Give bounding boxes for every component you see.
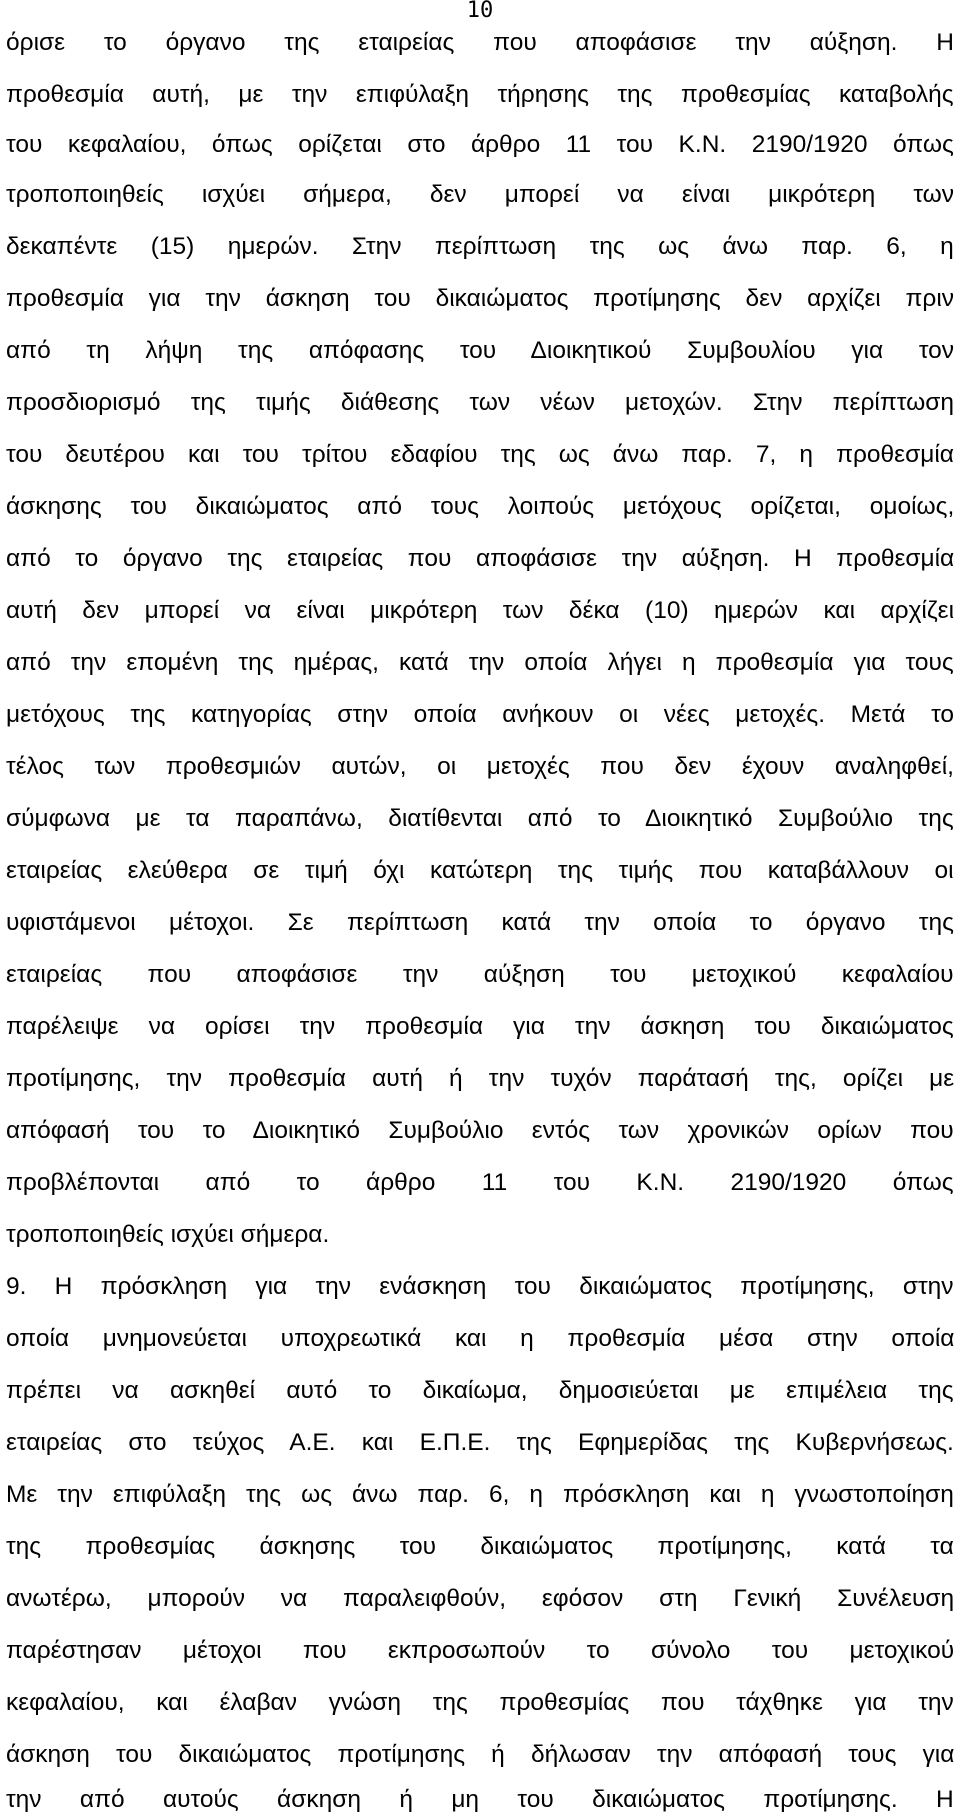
text-line: προβλέπονται από το άρθρο 11 του Κ.Ν. 2190/1920 όπως [6,1169,954,1196]
text-line: παρέλειψε να ορίσει την προθεσμία για την άσκηση του δικαιώματος [6,1013,954,1040]
text-line: ανωτέρω, μπορούν να παραλειφθούν, εφόσον στη Γενική Συνέλευση [6,1585,955,1612]
text-line: του κεφαλαίου, όπως ορίζεται στο άρθρο 11 του Κ.Ν. 2190/1920 όπως [6,131,954,158]
text-line: του δευτέρου και του τρίτου εδαφίου της ως άνω παρ. 7, η προθεσμία [6,441,954,468]
text-line: σύμφωνα με τα παραπάνω, διατίθενται από το Διοικητικό Συμβούλιο της [6,805,954,832]
text-line: πρέπει να ασκηθεί αυτό το δικαίωμα, δημοσιεύεται με επιμέλεια της [6,1377,954,1404]
text-line: την από αυτούς άσκηση ή μη του δικαιώματος προτίμησης. Η [6,1786,954,1813]
text-line: προθεσμία αυτή, με την επιφύλαξη τήρησης της προθεσμίας καταβολής [6,81,954,108]
text-line: τροποποιηθείς ισχύει σήμερα, δεν μπορεί να είναι μικρότερη των [6,181,955,208]
text-line: προσδιορισμό της τιμής διάθεσης των νέων μετοχών. Στην περίπτωση [6,389,954,416]
text-line: απόφασή του το Διοικητικό Συμβούλιο εντός των χρονικών ορίων που [6,1117,954,1144]
text-line: εταιρείας ελεύθερα σε τιμή όχι κατώτερη της τιμής που καταβάλλουν οι [6,857,954,884]
text-line: άσκησης του δικαιώματος από τους λοιπούς μετόχους ορίζεται, ομοίως, [6,493,955,520]
text-line: 9. Η πρόσκληση για την ενάσκηση του δικαιώματος προτίμησης, στην [6,1273,954,1300]
text-line: μετόχους της κατηγορίας στην οποία ανήκουν οι νέες μετοχές. Μετά το [6,701,955,728]
text-line: από την επομένη της ημέρας, κατά την οποία λήγει η προθεσμία για τους [6,649,954,676]
text-line: από τη λήψη της απόφασης του Διοικητικού Συμβουλίου για τον [6,337,955,364]
text-line: προτίμησης, την προθεσμία αυτή ή την τυχόν παράτασή της, ορίζει με [6,1065,955,1092]
page-number: 10 [466,0,494,23]
text-line: οποία μνημονεύεται υποχρεωτικά και η προθεσμία μέσα στην οποία [6,1325,955,1352]
text-line: αυτή δεν μπορεί να είναι μικρότερη των δέκα (10) ημερών και αρχίζει [6,597,955,624]
text-line: προθεσμία για την άσκηση του δικαιώματος προτίμησης δεν αρχίζει πριν [6,285,955,312]
text-line: Με την επιφύλαξη της ως άνω παρ. 6, η πρόσκληση και η γνωστοποίηση [6,1481,954,1508]
text-line: εταιρείας στο τεύχος Α.Ε. και Ε.Π.Ε. της Εφημερίδας της Κυβερνήσεως. [6,1429,954,1456]
text-line: τροποποιηθείς ισχύει σήμερα. [6,1221,330,1248]
text-line: παρέστησαν μέτοχοι που εκπροσωπούν το σύνολο του μετοχικού [6,1637,955,1664]
text-line: από το όργανο της εταιρείας που αποφάσισε την αύξηση. Η προθεσμία [6,545,955,572]
text-line: εταιρείας που αποφάσισε την αύξηση του μετοχικού κεφαλαίου [6,961,954,988]
text-line: τέλος των προθεσμιών αυτών, οι μετοχές που δεν έχουν αναληφθεί, [6,753,954,780]
text-line: της προθεσμίας άσκησης του δικαιώματος προτίμησης, κατά τα [6,1533,954,1560]
text-line: δεκαπέντε (15) ημερών. Στην περίπτωση της ως άνω παρ. 6, η [6,233,954,260]
text-line: υφιστάμενοι μέτοχοι. Σε περίπτωση κατά την οποία το όργανο της [6,909,954,936]
text-line: όρισε το όργανο της εταιρείας που αποφάσισε την αύξηση. Η [6,29,954,56]
text-line: άσκηση του δικαιώματος προτίμησης ή δήλωσαν την απόφασή τους για [6,1741,955,1768]
text-line: κεφαλαίου, και έλαβαν γνώση της προθεσμίας που τάχθηκε για την [6,1689,954,1716]
